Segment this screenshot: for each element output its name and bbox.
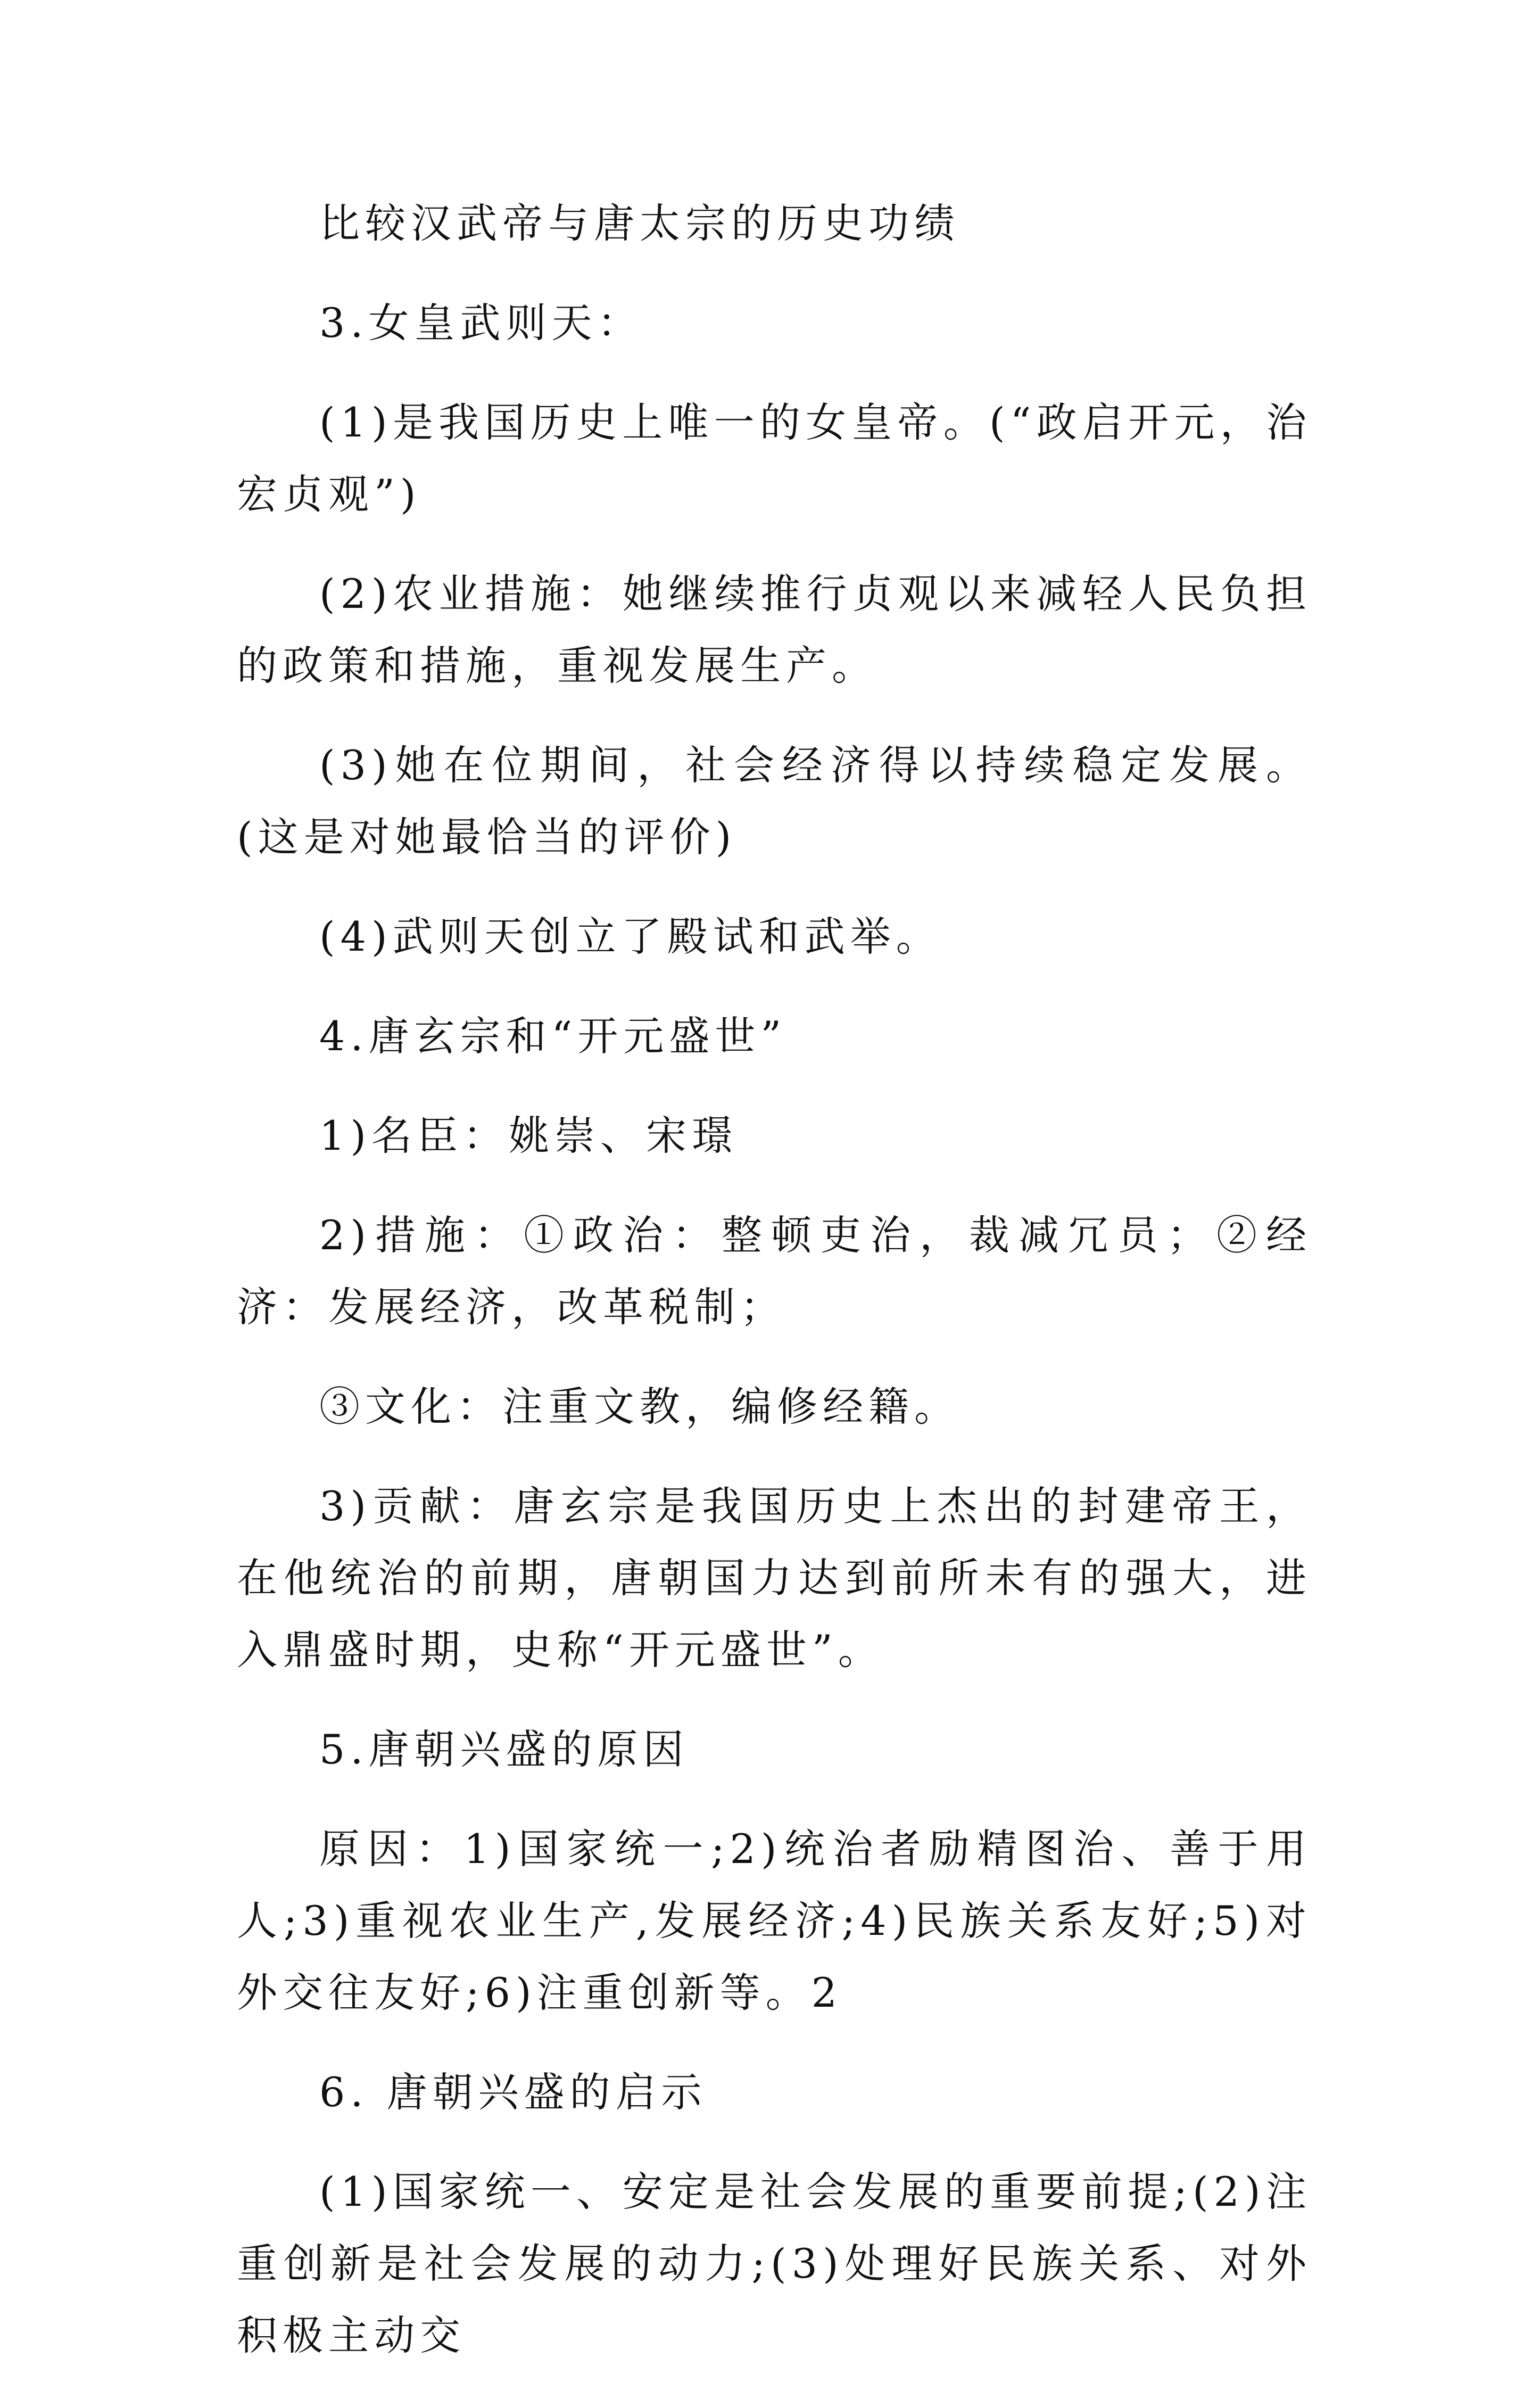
heading-kaiyuan: 4.唐玄宗和“开元盛世” [319,1012,787,1060]
heading-wu-zetian: 3.女皇武则天： [319,299,643,347]
heading-prosperity-reasons: 5.唐朝兴盛的原因 [319,1726,689,1773]
paragraph-measures: 2)措施：①政治：整顿吏治，裁减冗员；②经济：发展经济，改革税制； [237,1211,1312,1331]
paragraph-title-comparison: 比较汉武帝与唐太宗的历史功绩 [319,200,960,247]
paragraph-reasons: 原因：1)国家统一;2)统治者励精图治、善于用人;3)重视农业生产,发展经济;4)民族关系友好;5)对外交往友好;6)注重创新等。2 [237,1825,1312,2016]
paragraph-agriculture-measures: (2)农业措施：她继续推行贞观以来减轻人民负担的政策和措施，重视发展生产。 [237,570,1312,689]
paragraph-ministers: 1)名臣：姚崇、宋璟 [319,1112,738,1159]
paragraph-palace-exam: (4)武则天创立了殿试和武举。 [319,913,942,960]
paragraph-economy-evaluation: (3)她在位期间，社会经济得以持续稳定发展。(这是对她最恰当的评价) [237,741,1312,861]
paragraph-only-empress: (1)是我国历史上唯一的女皇帝。(“政启开元，治宏贞观”) [237,399,1312,518]
heading-prosperity-lessons: 6. 唐朝兴盛的启示 [319,2068,707,2116]
paragraph-lessons: (1)国家统一、安定是社会发展的重要前提;(2)注重创新是社会发展的动力;(3)处理好民族关系、对外积极主动交 [237,2168,1312,2359]
document-body [237,187,1312,2399]
paragraph-contribution: 3)贡献：唐玄宗是我国历史上杰出的封建帝王，在他统治的前期，唐朝国力达到前所未有的强大，进入鼎盛时期，史称“开元盛世”。 [237,1482,1312,1673]
paragraph-culture: ③文化：注重文教，编修经籍。 [319,1383,960,1430]
